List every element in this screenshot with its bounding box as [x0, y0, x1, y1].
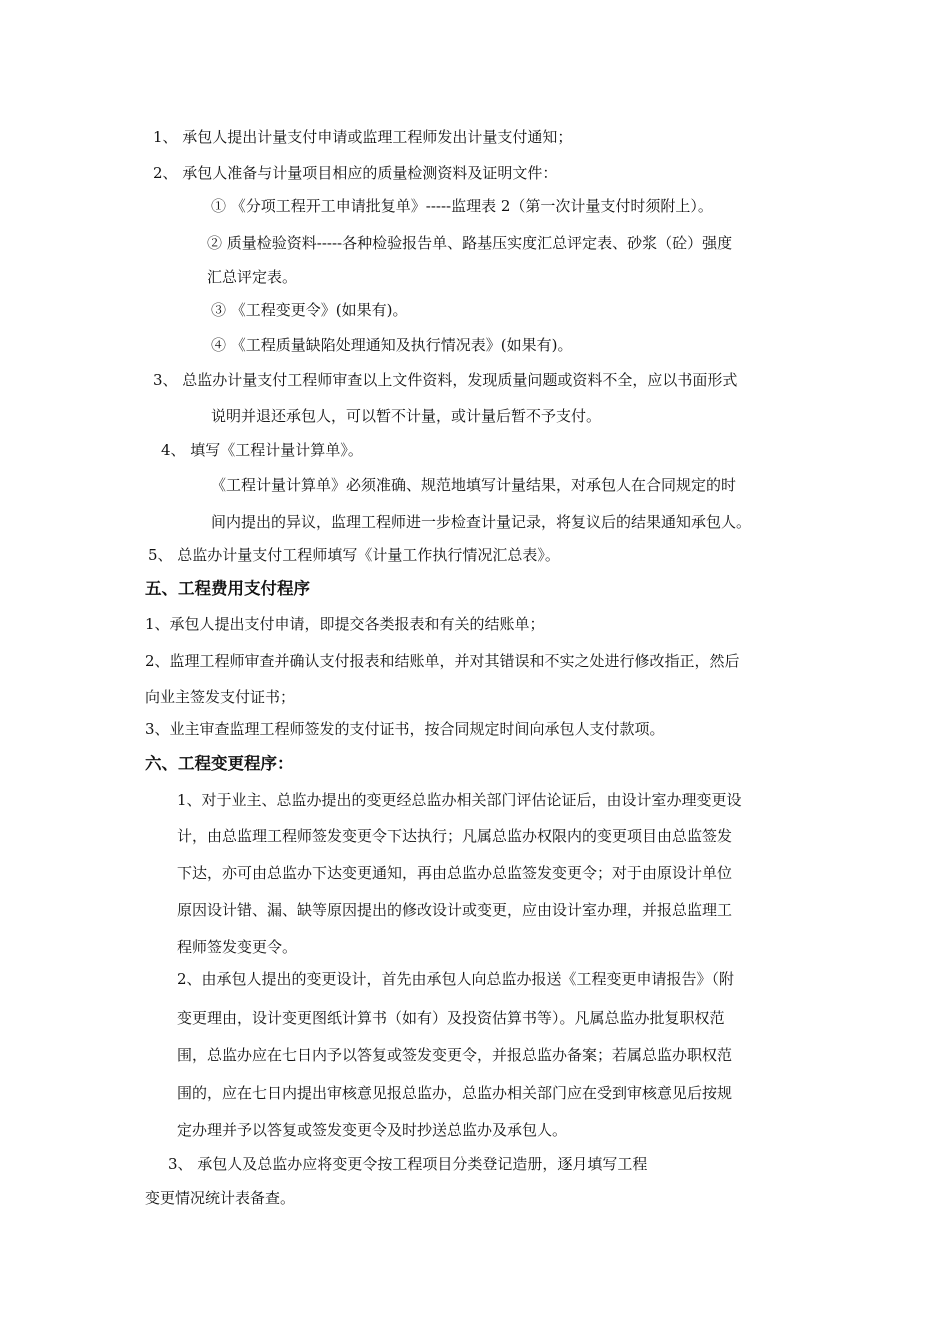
s6-para-2-line-2: 变更理由，设计变更图纸计算书（如有）及投资估算书等）。凡属总监办批复职权范	[177, 1009, 725, 1027]
s4-item-2a: ① 《分项工程开工申请批复单》-----监理表 2（第一次计量支付时须附上）。	[211, 197, 713, 215]
s5-para-1: 1、承包人提出支付申请，即提交各类报表和有关的结账单；	[145, 615, 545, 633]
s6-para-1-line-2: 计，由总监理工程师签发变更令下达执行；凡属总监办权限内的变更项目由总监签发	[177, 827, 733, 845]
s4-item-4: 4、 填写《工程计量计算单》。	[161, 441, 363, 459]
s6-para-1-line-1: 1、对于业主、总监办提出的变更经总监办相关部门评估论证后，由设计室办理变更设	[177, 791, 742, 809]
s4-item-2c: ③ 《工程变更令》(如果有)。	[211, 301, 408, 319]
s4-item-2d: ④ 《工程质量缺陷处理通知及执行情况表》(如果有)。	[211, 336, 573, 354]
s4-item-3-cont: 说明并退还承包人，可以暂不计量，或计量后暂不予支付。	[211, 407, 602, 425]
s6-para-3-line-2: 变更情况统计表备查。	[145, 1189, 296, 1207]
s4-item-3: 3、 总监办计量支付工程师审查以上文件资料，发现质量问题或资料不全，应以书面形式	[153, 371, 738, 389]
s6-para-1-line-4: 原因设计错、漏、缺等原因提出的修改设计或变更，应由设计室办理，并报总监理工	[177, 901, 733, 919]
s4-item-4-text-1: 《工程计量计算单》必须准确、规范地填写计量结果，对承包人在合同规定的时	[211, 476, 737, 494]
s6-para-1-line-3: 下达，亦可由总监办下达变更通知，再由总监办总监签发变更令；对于由原设计单位	[177, 864, 733, 882]
s6-para-2-line-3: 围，总监办应在七日内予以答复或签发变更令，并报总监办备案；若属总监办职权范	[177, 1046, 733, 1064]
s6-para-1-line-5: 程师签发变更令。	[177, 938, 298, 956]
section-6-heading: 六、工程变更程序：	[145, 754, 294, 773]
s4-item-2b-cont: 汇总评定表。	[207, 268, 298, 286]
s5-para-2: 2、监理工程师审查并确认支付报表和结账单，并对其错误和不实之处进行修改指正，然后	[145, 652, 740, 670]
s6-para-2-line-5: 定办理并予以答复或签发变更令及时抄送总监办及承包人。	[177, 1121, 568, 1139]
s5-para-2-cont: 向业主签发支付证书；	[145, 688, 296, 706]
s6-para-3-line-1: 3、 承包人及总监办应将变更令按工程项目分类登记造册，逐月填写工程	[168, 1155, 648, 1173]
s5-para-3: 3、业主审查监理工程师签发的支付证书，按合同规定时间向承包人支付款项。	[145, 720, 665, 738]
s4-item-2b: ② 质量检验资料-----各种检验报告单、路基压实度汇总评定表、砂浆（砼）强度	[207, 234, 733, 252]
s4-item-5: 5、 总监办计量支付工程师填写《计量工作执行情况汇总表》。	[148, 546, 560, 564]
section-5-heading: 五、工程费用支付程序	[145, 579, 310, 598]
s4-item-4-text-2: 间内提出的异议，监理工程师进一步检查计量记录，将复议后的结果通知承包人。	[211, 513, 752, 531]
s4-item-1: 1、 承包人提出计量支付申请或监理工程师发出计量支付通知；	[153, 128, 573, 146]
s6-para-2-line-1: 2、由承包人提出的变更设计，首先由承包人向总监办报送《工程变更申请报告》（附	[177, 970, 735, 988]
s6-para-2-line-4: 围的，应在七日内提出审核意见报总监办，总监办相关部门应在受到审核意见后按规	[177, 1084, 733, 1102]
s4-item-2: 2、 承包人准备与计量项目相应的质量检测资料及证明文件：	[153, 164, 558, 182]
